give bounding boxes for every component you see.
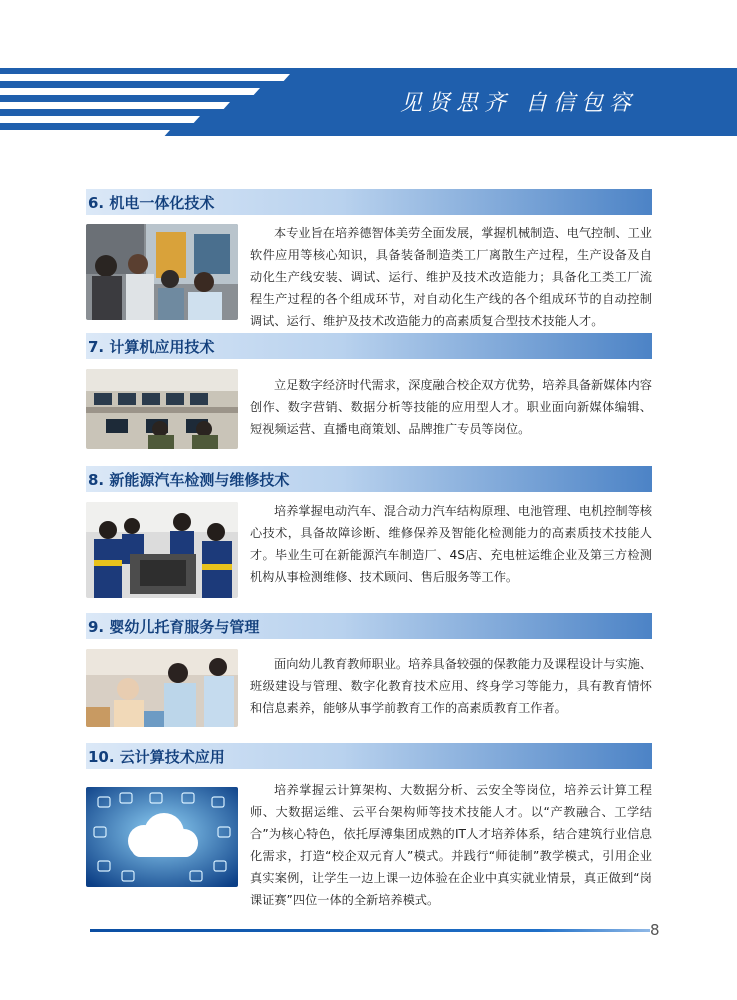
section-title: 9. 婴幼儿托育服务与管理 [88, 617, 260, 636]
section-mechatronics [86, 189, 652, 328]
section-description: 培养掌握电动汽车、混合动力汽车结构原理、电池管理、电机控制等核心技术，具备故障诊断、维修保养及智能化检测能力的高素质技术技能人才。毕业生可在新能源汽车制造厂、4S店、充电桩运维企业及第三方检测机构从事检测维修、技术顾问、售后服务等工作。 [250, 504, 652, 584]
header-slogan: 见贤思齐 自信包容 [400, 91, 637, 116]
section-computer-application [86, 333, 652, 436]
cloud-computing-illustration [86, 787, 238, 887]
banner-stripe [0, 130, 170, 136]
banner-stripe [0, 74, 290, 81]
section-description: 培养掌握云计算架构、大数据分析、云安全等岗位，培养云计算工程师、大数据运维、云平台架构师等技术技能人才。以“产教融合、工学结合”为核心特色，依托厚溥集团成熟的IT人才培养体系，结合建筑行业信息化需求，打造“校企双元育人”模式。并践行“师徒制”教学模式，引用企业真实案例，让学生一边上课一边体验在企业中真实就业情景，真正做到“岗课证赛”四位一体的全新培养模式。 [250, 783, 652, 907]
section-title: 6. 机电一体化技术 [88, 193, 215, 212]
section-infant-care [86, 613, 652, 715]
section-title-bar [86, 189, 652, 215]
section-title: 10. 云计算技术应用 [88, 747, 225, 766]
header-banner [0, 68, 737, 136]
banner-stripe [0, 102, 230, 109]
vehicle-repair-photo [86, 502, 238, 598]
section-title-bar [86, 466, 652, 492]
page-number: 8 [650, 921, 660, 939]
computer-lab-photo [86, 369, 238, 449]
section-description: 本专业旨在培养德智体美劳全面发展，掌握机械制造、电气控制、工业软件应用等核心知识，具备装备制造类工厂离散生产过程，生产设备及自动化生产线安装、调试、运行、维护及技术改造能力；具备化工类工厂流程生产过程的各个组成环节，对自动化生产线的各个组成环节的自动控制调试、运行、维护及技术改造能力的高素质复合型技术技能人才。 [250, 226, 652, 328]
section-cloud-computing [86, 743, 652, 907]
section-description: 立足数字经济时代需求，深度融合校企双方优势，培养具备新媒体内容创作、数字营销、数据分析等技能的应用型人才。职业面向新媒体编辑、短视频运营、直播电商策划、品牌推广专员等岗位。 [250, 378, 652, 436]
section-title-bar [86, 743, 652, 769]
section-description: 面向幼儿教育教师职业。培养具备较强的保教能力及课程设计与实施、班级建设与管理、数字化教育技术应用、终身学习等能力，具有教育情怀和信息素养，能够从事学前教育工作的高素质教育工作者。 [250, 657, 652, 715]
section-new-energy-vehicle [86, 466, 652, 584]
infant-care-photo [86, 649, 238, 727]
section-title-bar [86, 333, 652, 359]
banner-stripe [0, 116, 200, 123]
section-title: 7. 计算机应用技术 [88, 337, 215, 356]
banner-stripe [0, 88, 260, 95]
section-title: 8. 新能源汽车检测与维修技术 [88, 470, 290, 489]
footer-divider [90, 929, 650, 932]
mechatronics-photo [86, 224, 238, 320]
section-title-bar [86, 613, 652, 639]
